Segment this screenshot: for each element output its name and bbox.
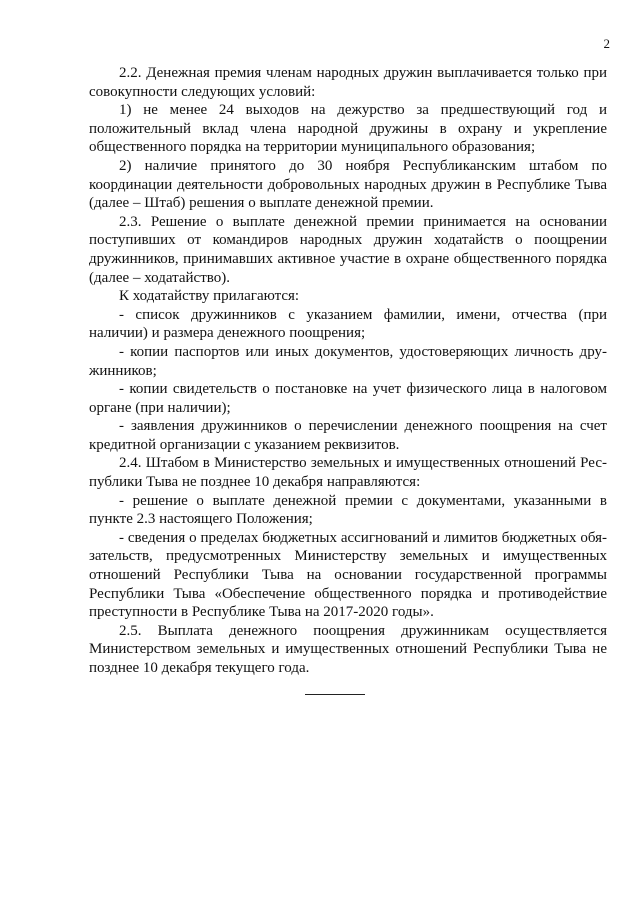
list-item-passports: - копии паспортов или иных документов, удостоверяющих личность дружинников; — [89, 343, 607, 379]
list-item-applications: - заявления дружинников о перечислении денежного поощрения на счет кредитной организации с указанием реквизитов. — [89, 418, 607, 453]
list-item-tax-certificates: - копии свидетельств о постановке на учет физического лица в налоговом органе (при наличии); — [89, 381, 607, 416]
list-item-roster: - список дружинников с указанием фамилии, имени, отчества (при наличии) и размера денежного поощрения; — [89, 306, 607, 342]
end-separator-line — [305, 694, 365, 695]
paragraph-condition-1: 1) не менее 24 выходов на дежурство за предшествующий год и положительный вклад члена народной дружины в охрану и укрепление общественного порядка на территории муниципального образования; — [89, 102, 607, 156]
list-item-decision: - решение о выплате денежной премии с документами, указанными в пункте 2.3 настоящего Положения; — [89, 492, 607, 528]
paragraph-attachments-intro: К ходатайству прилагаются: — [119, 288, 300, 305]
paragraph-2-4: 2.4. Штабом в Министерство земельных и имущественных отношений Республики Тыва не позднее 10 декабря направляются: — [89, 455, 607, 491]
paragraph-condition-2: 2) наличие принятого до 30 ноября Республиканским штабом по координации деятельности добровольных народных дружин в Республике Тыва (далее – Штаб) решения о выплате денежной премии. — [89, 157, 607, 212]
list-item-budget-info: - сведения о пределах бюджетных ассигнований и лимитов бюджетных обязательств, предусмотренных Министерству земельных и имущественных отношений Республики Тыва на основании государственной программы Республики Тыва «Обеспечение общественного порядка и противодействие преступности в Республике Тыва на 2017-2020 годы». — [89, 529, 607, 621]
paragraph-2-3: 2.3. Решение о выплате денежной премии принимается на основании поступивших от командиров народных дружин ходатайств о поощрении дружинников, принимавших активное участие в охране общественного порядка (далее – ходатайство). — [89, 213, 607, 286]
page-number: 2 — [603, 36, 610, 51]
paragraph-2-2: 2.2. Денежная премия членам народных дружин выплачивается только при совокупности следующих условий: — [89, 65, 607, 100]
document-body — [89, 64, 607, 678]
paragraph-2-5: 2.5. Выплата денежного поощрения дружинникам осуществляется Министерством земельных и имущественных отношений Республики Тыва не позднее 10 декабря текущего года. — [89, 622, 607, 676]
